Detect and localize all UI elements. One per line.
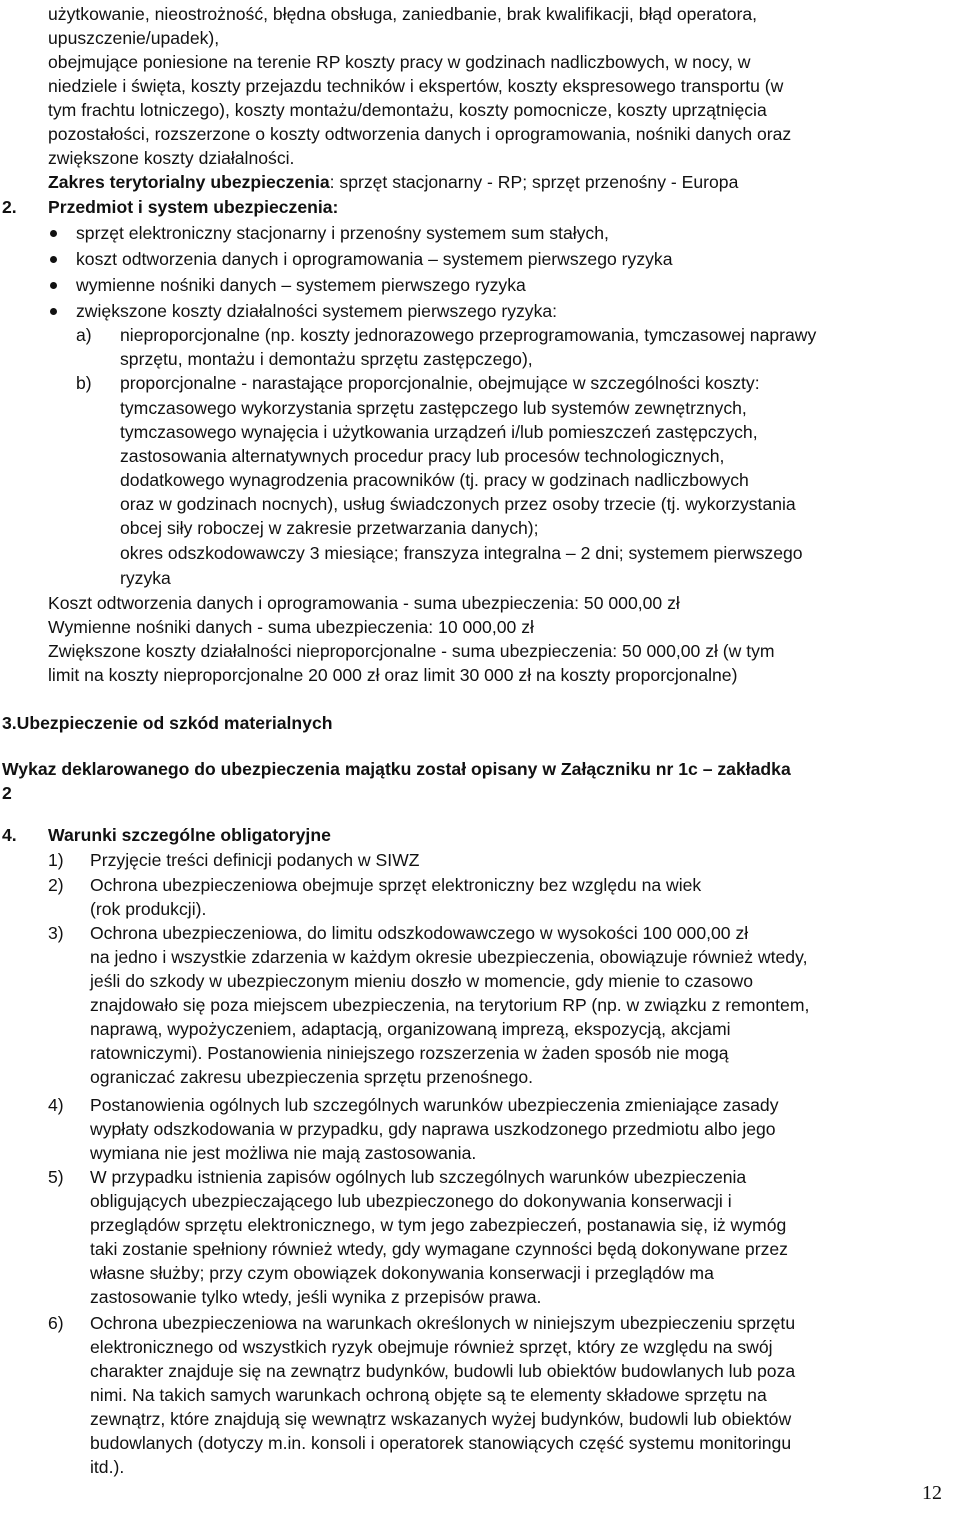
sub-item-line: zastosowania alternatywnych procedur pracy lub procesów technologicznych, [120, 446, 725, 466]
sum-line: limit na koszty nieproporcjonalne 20 000 zł oraz limit 30 000 zł na koszty proporcjonalne) [48, 665, 738, 685]
list-item-line: na jedno i wszystkie zdarzenia w każdym okresie ubezpieczenia, obowiązuje również wtedy, [90, 947, 808, 967]
bullet-item: zwiększone koszty działalności systemem pierwszego ryzyka: [76, 301, 558, 321]
list-item-line: Ochrona ubezpieczeniowa, do limitu odszkodowawczego w wysokości 100 000,00 zł [90, 923, 749, 943]
bullet-item: wymienne nośniki danych – systemem pierwszego ryzyka [76, 275, 526, 295]
sum-line: Zwiększone koszty działalności nieproporcjonalne - suma ubezpieczenia: 50 000,00 zł (w tym [48, 641, 775, 661]
territorial-scope [48, 170, 738, 194]
list-item-line: obligujących ubezpieczającego lub ubezpieczonego do dokonywania konserwacji i [90, 1191, 732, 1211]
list-item-line: taki zostanie spełniony również wtedy, gdy wymagane czynności będą dokonywane przez [90, 1239, 788, 1259]
list-item-line: zewnątrz, które znajdują się wewnątrz wskazanych wyżej budynków, budowli lub obiektów [90, 1409, 792, 1429]
territorial-scope-label: Zakres terytorialny ubezpieczenia [48, 172, 330, 192]
sub-item-line: nieproporcjonalne (np. koszty jednorazowego przeprogramowania, tymczasowej naprawy [120, 325, 817, 345]
page-number: 12 [922, 1482, 942, 1504]
list-item-line: ograniczać zakresu ubezpieczenia sprzętu przenośnego. [90, 1067, 534, 1087]
paragraph-line: upuszczenie/upadek), [48, 28, 220, 48]
sub-item-line: tymczasowego wynajęcia i użytkowania urządzeń i/lub pomieszczeń zastępczych, [120, 422, 758, 442]
list-item-line: W przypadku istnienia zapisów ogólnych lub szczególnych warunków ubezpieczenia [90, 1167, 747, 1187]
list-item-line: przeglądów sprzętu elektronicznego, w tym jego zabezpieczeń, postanawia się, iż wymóg [90, 1215, 787, 1235]
list-item-line: wypłaty odszkodowania w przypadku, gdy naprawa uszkodzonego przedmiotu albo jego [90, 1119, 776, 1139]
list-item-marker: 5) [48, 1167, 64, 1187]
list-item-line: ratowniczymi). Postanowienia niniejszego rozszerzenia w żaden sposób nie mogą [90, 1043, 729, 1063]
list-item-line: wymiana nie jest możliwa nie mają zastosowania. [90, 1143, 477, 1163]
sub-item-marker: a) [76, 325, 92, 345]
list-item-line: jeśli do szkody w ubezpieczonym mieniu doszło w momencie, gdy mienie to czasowo [90, 971, 753, 991]
sum-line: Koszt odtworzenia danych i oprogramowania - suma ubezpieczenia: 50 000,00 zł [48, 593, 680, 613]
section-heading: Przedmiot i system ubezpieczenia: [48, 197, 339, 217]
sub-item-line: sprzętu, montażu i demontażu sprzętu zastępczego), [120, 349, 533, 369]
list-item-line: Przyjęcie treści definicji podanych w SIWZ [90, 850, 420, 870]
section-heading: Warunki szczególne obligatoryjne [48, 825, 331, 845]
paragraph-line: tym frachtu lotniczego), koszty montażu/demontażu, koszty pomocnicze, koszty uprzątnięcia [48, 100, 767, 120]
territorial-scope-value: : sprzęt stacjonarny - RP; sprzęt przenośny - Europa [329, 172, 739, 192]
paragraph-line: użytkowanie, nieostrożność, błędna obsługa, zaniedbanie, brak kwalifikacji, błąd operatora, [48, 4, 758, 24]
bullet-item: koszt odtworzenia danych i oprogramowania – systemem pierwszego ryzyka [76, 249, 673, 269]
paragraph-line: obejmujące poniesione na terenie RP koszty pracy w godzinach nadliczbowych, w nocy, w [48, 52, 751, 72]
bullet-item: sprzęt elektroniczny stacjonarny i przenośny systemem sum stałych, [76, 223, 609, 243]
section-number: 2. [2, 197, 17, 217]
sub-item-line: obcej siły roboczej w zakresie przetwarzania danych); [120, 518, 539, 538]
section-number: 4. [2, 825, 17, 845]
list-item-marker: 2) [48, 875, 64, 895]
list-item-line: Ochrona ubezpieczeniowa na warunkach określonych w niniejszym ubezpieczeniu sprzętu [90, 1313, 796, 1333]
sub-item-line: ryzyka [120, 568, 171, 588]
list-item-marker: 6) [48, 1313, 64, 1333]
sub-item-line: oraz w godzinach nocnych), usług świadczonych przez osoby trzecie (tj. wykorzystania [120, 494, 796, 514]
list-item-line: Postanowienia ogólnych lub szczególnych warunków ubezpieczenia zmieniające zasady [90, 1095, 779, 1115]
list-item-line: zastosowanie tylko wtedy, jeśli wynika z przepisów prawa. [90, 1287, 542, 1307]
bullet-icon [50, 230, 57, 237]
sub-item-line: okres odszkodowawczy 3 miesiące; franszyza integralna – 2 dni; systemem pierwszego [120, 543, 803, 563]
wykaz-line: Wykaz deklarowanego do ubezpieczenia majątku został opisany w Załączniku nr 1c – zakładka [2, 759, 791, 779]
sum-line: Wymienne nośniki danych - suma ubezpieczenia: 10 000,00 zł [48, 617, 534, 637]
list-item-line: elektronicznego od wszystkich ryzyk obejmuje również sprzęt, który ze względu na swój [90, 1337, 773, 1357]
sub-item-line: dodatkowego wynagrodzenia pracowników (tj. pracy w godzinach nadliczbowych [120, 470, 749, 490]
list-item-line: (rok produkcji). [90, 899, 207, 919]
sub-item-line: tymczasowego wykorzystania sprzętu zastępczego lub systemów zewnętrznych, [120, 398, 747, 418]
list-item-line: Ochrona ubezpieczeniowa obejmuje sprzęt elektroniczny bez względu na wiek [90, 875, 702, 895]
wykaz-line: 2 [2, 783, 12, 803]
bullet-icon [50, 256, 57, 263]
sub-item-marker: b) [76, 373, 92, 393]
sub-item-line: proporcjonalne - narastające proporcjonalnie, obejmujące w szczególności koszty: [120, 373, 760, 393]
list-item-line: itd.). [90, 1457, 125, 1477]
bullet-icon [50, 308, 57, 315]
list-item-line: charakter znajduje się na zewnątrz budynków, budowli lub obiektów budowlanych lub poza [90, 1361, 796, 1381]
list-item-marker: 4) [48, 1095, 64, 1115]
paragraph-line: zwiększone koszty działalności. [48, 148, 295, 168]
list-item-line: własne służby; przy czym obowiązek dokonywania konserwacji i przeglądów ma [90, 1263, 714, 1283]
bullet-icon [50, 282, 57, 289]
list-item-line: nimi. Na takich samych warunkach ochroną objęte są te elementy składowe sprzętu na [90, 1385, 767, 1405]
section-heading: 3.Ubezpieczenie od szkód materialnych [2, 713, 333, 733]
list-item-line: naprawą, wypożyczeniem, adaptacją, organizowaną imprezą, ekspozycją, akcjami [90, 1019, 731, 1039]
list-item-marker: 3) [48, 923, 64, 943]
paragraph-line: niedziele i święta, koszty przejazdu techników i ekspertów, koszty ekspresowego transportu (w [48, 76, 784, 96]
list-item-line: znajdowało się poza miejscem ubezpieczenia, na terytorium RP (np. w związku z remontem, [90, 995, 810, 1015]
paragraph-line: pozostałości, rozszerzone o koszty odtworzenia danych i oprogramowania, nośniki danych oraz [48, 124, 792, 144]
list-item-marker: 1) [48, 850, 64, 870]
list-item-line: budowlanych (dotyczy m.in. konsoli i operatorek stanowiących część systemu monitoringu [90, 1433, 792, 1453]
